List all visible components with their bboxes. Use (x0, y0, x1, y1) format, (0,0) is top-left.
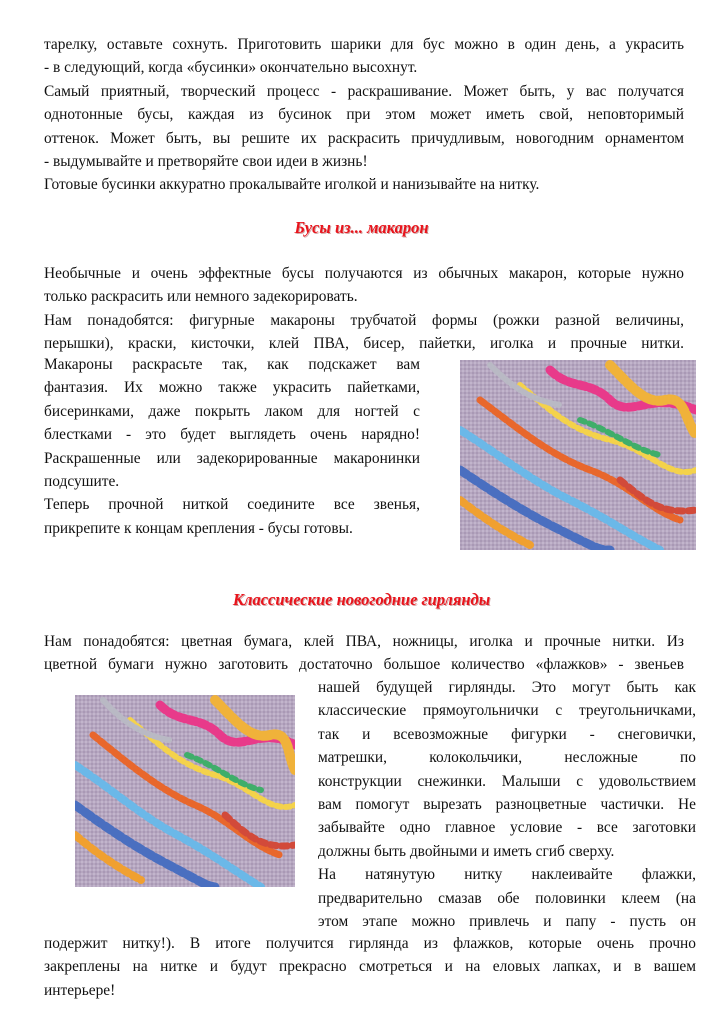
text-line: блестками - это будет выглядеть очень нарядно! (44, 426, 420, 444)
text-line: закреплены на нитке и будут прекрасно смотреться и на еловых лапках, и в вашем (44, 958, 696, 976)
text-line: оттенок. Может быть, вы решите их раскрасить причудливым, новогодним орнаментом (44, 129, 684, 147)
text-line: - выдумывайте и претворяйте свои идеи в жизнь! (44, 153, 368, 171)
text-line: Макароны раскрасьте так, как подскажет вам (44, 356, 420, 373)
text-line: Готовые бусинки аккуратно прокалывайте иголкой и нанизывайте на нитку. (44, 176, 540, 194)
section1-side-text (44, 353, 420, 540)
section-heading-garlands: Классические новогодние гирлянды (232, 590, 491, 609)
text-line: перышки), краски, кисточки, клей ПВА, бисер, пайетки, иголка и прочные нитки. (44, 335, 684, 353)
text-line: вам помогут вырезать разноцветные частички. Не (318, 796, 696, 814)
text-line: подержит нитку!). В итоге получится гирлянда из флажков, которые очень прочно (44, 935, 696, 952)
garland-beads-photo (75, 695, 295, 887)
section2-outro (44, 932, 696, 1002)
text-line: должны быть двойными и иметь сгиб сверху. (318, 842, 615, 860)
text-line: только раскрасить или немного задекорировать. (44, 288, 358, 306)
text-line: тарелку, оставьте сохнуть. Приготовить шарики для бус можно в один день, а украсить (44, 36, 684, 53)
text-line: Самый приятный, творческий процесс - раскрашивание. Может быть, у вас получатся (44, 82, 684, 100)
text-line: бисеринками, даже покрыть лаком для ногтей с (44, 402, 420, 420)
text-line: подсушите. (44, 473, 120, 491)
text-line: - в следующий, когда «бусинки» окончательно высохнут. (44, 59, 418, 77)
text-line: классические прямоугольнички с треугольничками, (318, 702, 696, 720)
text-line: Теперь прочной ниткой соедините все звенья, (44, 496, 420, 514)
top-paragraph (44, 33, 684, 197)
text-line: предварительно смазав обе половинки клеем (на (318, 889, 696, 907)
text-line: забывайте одно главное условие - все заготовки (318, 819, 696, 837)
text-line: На натянутую нитку наклеивайте флажки, (318, 866, 696, 884)
section1-intro (44, 262, 684, 356)
text-line: прикрепите к концам крепления - бусы готовы. (44, 519, 353, 537)
text-line: Раскрашенные или задекорированные макаронинки (44, 449, 420, 467)
section-heading-pasta-beads: Бусы из... макарон (294, 218, 429, 237)
text-line: однотонные бусы, каждая из бусинок при этом может иметь свой, неповторимый (44, 106, 684, 124)
text-line: Нам понадобятся: цветная бумага, клей ПВА, ножницы, иголка и прочные нитки. Из (44, 633, 684, 650)
text-line: этом этапе можно привлечь и папу - пусть он (318, 913, 696, 931)
text-line: Необычные и очень эффектные бусы получаются из обычных макарон, которые нужно (44, 265, 684, 282)
text-line: матрешки, колокольчики, несложные по (318, 749, 696, 767)
text-line: фантазия. Их можно также украсить пайетками, (44, 379, 420, 397)
text-line: нашей будущей гирлянды. Это могут быть как (318, 679, 696, 696)
section2-intro (44, 630, 684, 677)
section2-side-text (318, 676, 696, 933)
text-line: так и всевозможные фигурки - снеговички, (318, 725, 696, 743)
garland-beads-photo-graphic (75, 695, 295, 887)
text-line: Нам понадобятся: фигурные макароны трубчатой формы (рожки разной величины, (44, 311, 684, 329)
text-line: цветной бумаги нужно заготовить достаточно большое количество «флажков» - звеньев (44, 656, 684, 674)
text-line: конструкции снежинки. Малыши с удовольствием (318, 772, 696, 790)
text-line: интерьере! (44, 981, 116, 999)
pasta-beads-photo (460, 360, 696, 550)
pasta-beads-photo-graphic (460, 360, 696, 550)
